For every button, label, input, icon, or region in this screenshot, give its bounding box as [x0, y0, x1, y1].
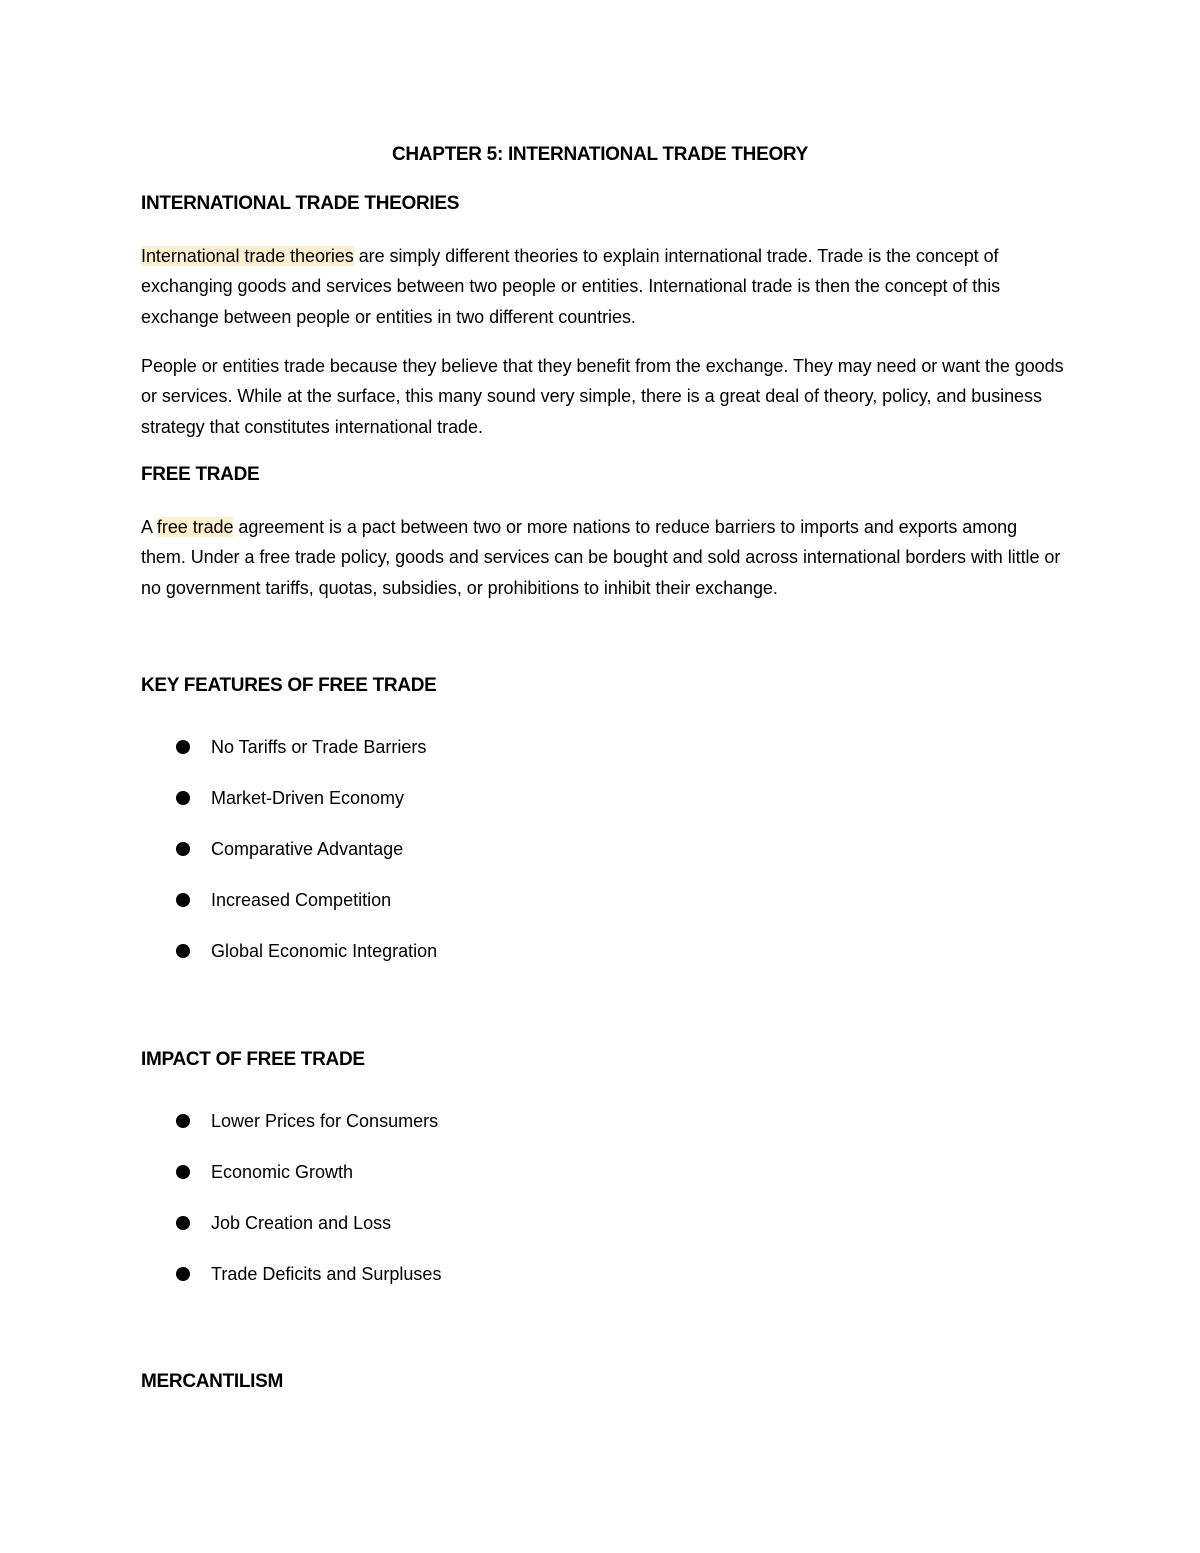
- list-item: [176, 783, 437, 834]
- key-features-list: [176, 732, 437, 987]
- list-item-text: No Tariffs or Trade Barriers: [211, 737, 427, 757]
- list-item: [176, 732, 437, 783]
- list-item: [176, 885, 437, 936]
- bullet-icon: [176, 944, 190, 958]
- bullet-icon: [176, 1216, 190, 1230]
- list-item-text: Market-Driven Economy: [211, 788, 405, 808]
- paragraph-text: are simply different theories to explain international trade. Trade is the concept of exchanging goods and services between two people or entities. International trade is then the concept of this exchange between people or entities in two different countries.: [141, 246, 1001, 327]
- heading-international-trade-theories: INTERNATIONAL TRADE THEORIES: [141, 193, 460, 214]
- paragraph-why-trade: People or entities trade because they believe that they benefit from the exchange. They may need or want the goods or services. While at the surface, this many sound very simple, there is a great deal of theory, policy, and business strategy that constitutes international trade.: [141, 356, 1064, 437]
- list-item: [176, 936, 437, 987]
- heading-key-features: KEY FEATURES OF FREE TRADE: [141, 675, 437, 696]
- paragraph-text: agreement is a pact between two or more nations to reduce barriers to imports and exports among them. Under a free trade policy, goods and services can be bought and sold across international borders with little or no government tariffs, quotas, subsidies, or prohibitions to inhibit their exchange.: [141, 517, 1061, 598]
- list-item: [176, 1259, 441, 1310]
- paragraph-free-trade: [141, 512, 1066, 603]
- bullet-icon: [176, 893, 190, 907]
- highlighted-term-free-trade: free trade: [156, 517, 234, 537]
- heading-impact-of-free-trade: IMPACT OF FREE TRADE: [141, 1049, 365, 1070]
- list-item-text: Increased Competition: [211, 890, 392, 910]
- bullet-icon: [176, 740, 190, 754]
- impact-list: [176, 1106, 441, 1310]
- list-item: [176, 1157, 441, 1208]
- list-item-text: Trade Deficits and Surpluses: [211, 1264, 442, 1284]
- list-item: [176, 1208, 441, 1259]
- heading-mercantilism: MERCANTILISM: [141, 1371, 284, 1392]
- list-item: [176, 834, 437, 885]
- bullet-icon: [176, 1165, 190, 1179]
- list-item: [176, 1106, 441, 1157]
- bullet-icon: [176, 842, 190, 856]
- list-item-text: Global Economic Integration: [211, 941, 438, 961]
- highlighted-term-international-trade-theories: International trade theories: [141, 246, 354, 266]
- paragraph-text: A: [141, 517, 157, 537]
- heading-free-trade: FREE TRADE: [141, 464, 260, 485]
- bullet-icon: [176, 1114, 190, 1128]
- list-item-text: Job Creation and Loss: [211, 1213, 392, 1233]
- list-item-text: Comparative Advantage: [211, 839, 404, 859]
- list-item-text: Economic Growth: [211, 1162, 354, 1182]
- bullet-icon: [176, 1267, 190, 1281]
- chapter-title: CHAPTER 5: INTERNATIONAL TRADE THEORY: [391, 144, 809, 165]
- bullet-icon: [176, 791, 190, 805]
- list-item-text: Lower Prices for Consumers: [211, 1111, 439, 1131]
- paragraph-theories-intro: [141, 241, 1066, 332]
